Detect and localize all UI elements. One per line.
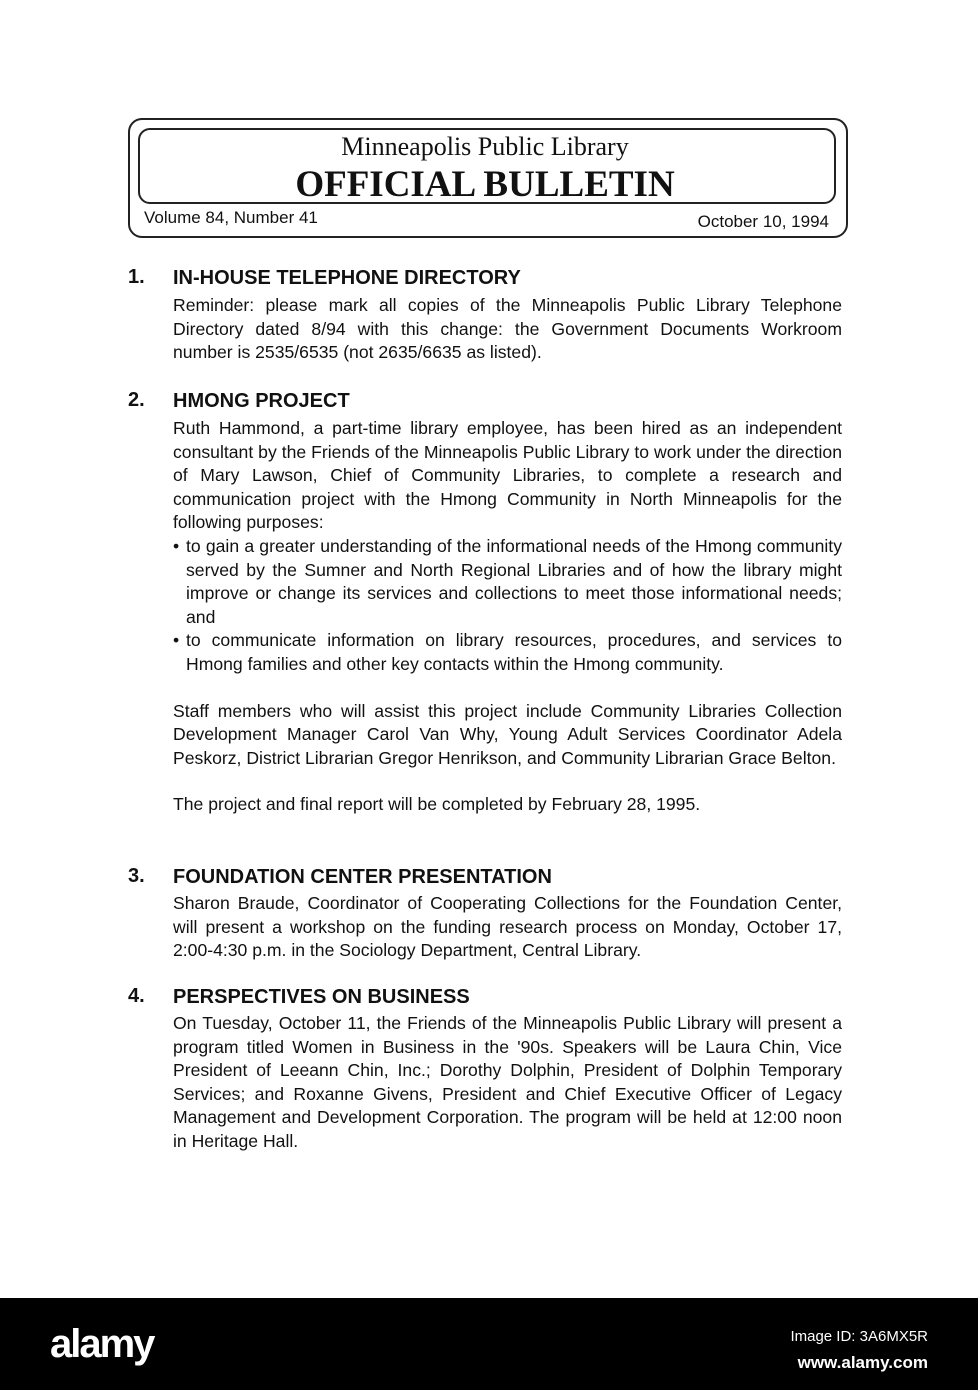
section-intro: Ruth Hammond, a part-time library employee, has been hired as an independent consultant by the Friends of the Minneapolis Public Library to work under the direction of Mary Lawson, Chief of Community Libraries, to complete a research and communication project with the Hmong Community in North Minneapolis for the following purposes: [173,418,842,533]
section-paragraph: The project and final report will be completed by February 28, 1995. [173,794,701,815]
section-heading: FOUNDATION CENTER PRESENTATION [173,866,552,888]
image-id: Image ID: 3A6MX5R [790,1328,928,1345]
alamy-logo: alamy [50,1322,154,1366]
bulletin-title: OFFICIAL BULLETIN [295,164,675,205]
section-number: 2. [128,389,145,411]
section-4 [128,985,842,1154]
issue-date: October 10, 1994 [697,212,829,231]
section-1 [128,266,842,365]
watermark-bar [0,1298,978,1390]
section-paragraph: Sharon Braude, Coordinator of Cooperating Collections for the Foundation Center, will present a workshop on the funding research process on Monday, October 17, 2:00-4:30 p.m. in the Sociology Department, Central Library. [173,893,842,961]
organization-name: Minneapolis Public Library [341,132,629,161]
list-item: • to gain a greater understanding of the informational needs of the Hmong community served by the Sumner and North Regional Libraries and of how the library might improve or change its services and collections to meet those informational needs; and [173,535,842,629]
section-number: 4. [128,985,145,1007]
list-item: • to communicate information on library resources, procedures, and services to Hmong families and other key contacts within the Hmong community. [173,629,842,676]
section-paragraph: Reminder: please mark all copies of the Minneapolis Public Library Telephone Directory dated 8/94 with this change: the Government Documents Workroom number is 2535/6535 (not 2635/6635 as listed). [173,295,842,363]
section-paragraph: On Tuesday, October 11, the Friends of the Minneapolis Public Library will present a program titled Women in Business in the '90s. Speakers will be Laura Chin, Vice President of Leeann Chin, Inc.; Dorothy Dolphin, President of Dolphin Temporary Services; and Roxanne Givens, President and Chief Executive Officer of Legacy Management and Development Corporation. The program will be held at 12:00 noon in Heritage Hall. [173,1013,842,1151]
volume-number: Volume 84, Number 41 [144,208,318,227]
section-2 [128,389,842,817]
section-3 [128,865,842,963]
section-heading: HMONG PROJECT [173,390,350,412]
purpose-list [173,535,842,677]
section-paragraph: Staff members who will assist this project include Community Libraries Collection Development Manager Carol Van Why, Young Adult Services Coordinator Adela Peskorz, District Librarian Gregor Henrikson, and Community Librarian Grace Belton. [173,700,842,768]
watermark-url: www.alamy.com [797,1353,928,1372]
section-number: 3. [128,865,145,887]
section-heading: IN-HOUSE TELEPHONE DIRECTORY [173,267,521,289]
section-heading: PERSPECTIVES ON BUSINESS [173,986,470,1008]
section-number: 1. [128,266,145,288]
